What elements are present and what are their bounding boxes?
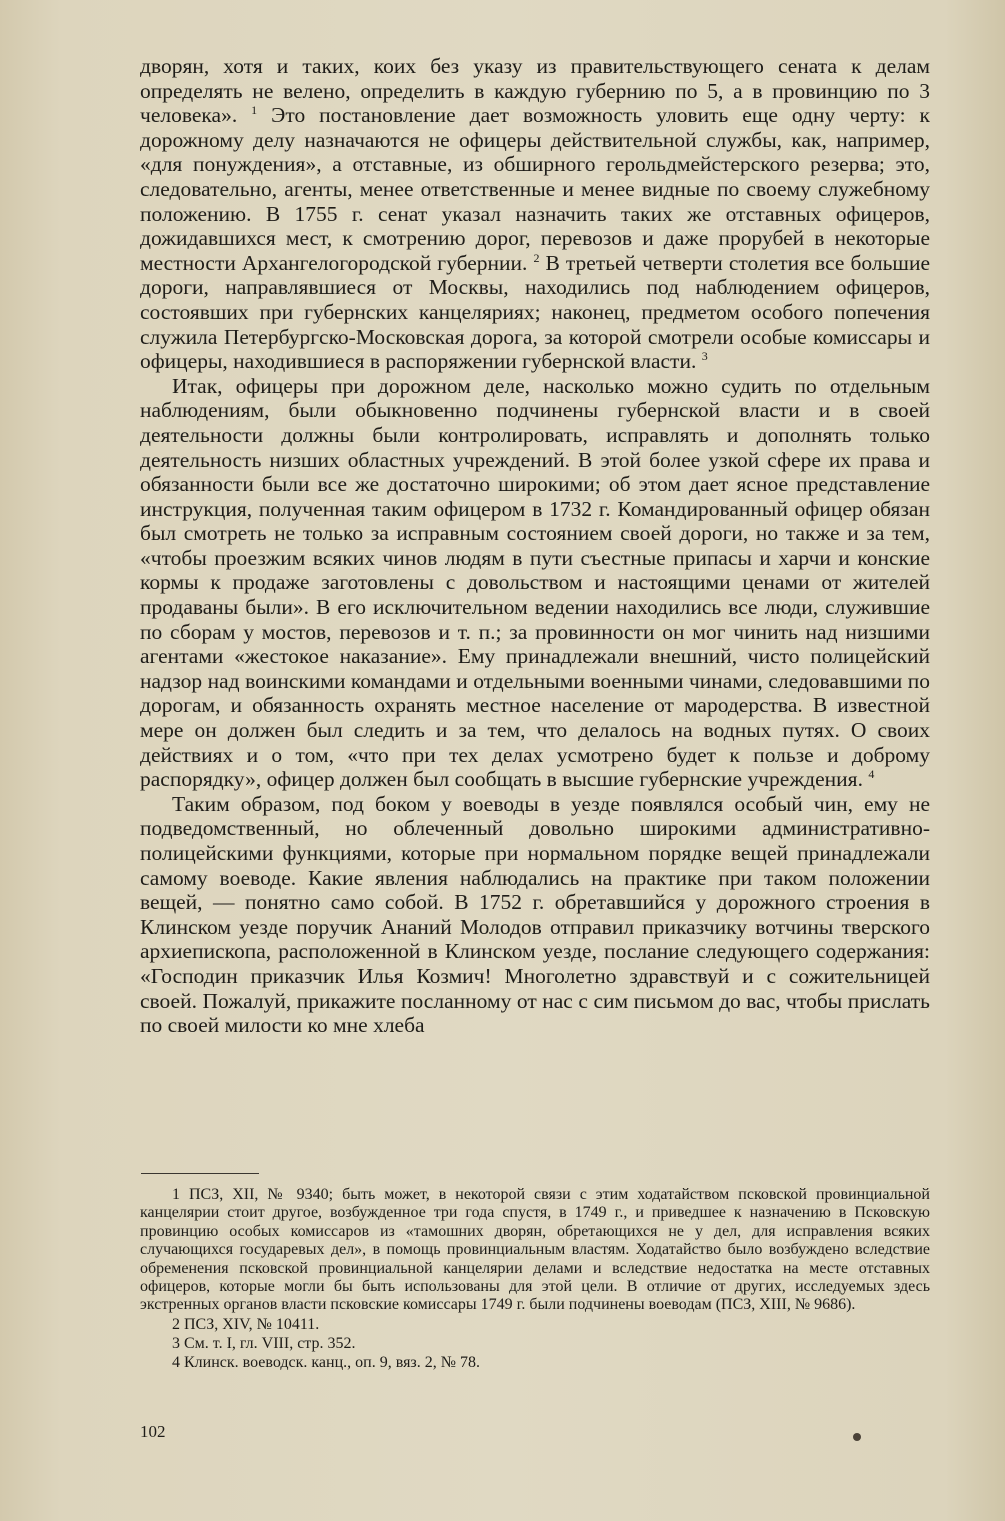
- footnote-1: 1 ПСЗ, XII, № 9340; быть может, в некоторой связи с этим ходатайством псковской провинциальной канцелярии стоит другое, возбужденное три года спустя, в 1749 г., и приведшее к назначению в Псковскую провинцию особых комиссаров из «тамошних дворян, обретающихся не у дел, для исправления всяких случающихся государевых дел», в помощь провинциальным властям. Ходатайство было возбуждено вследствие обременения псковской провинциальной канцелярии делами и вследствие недостатка на месте отставных офицеров, которые могли бы быть использованы для этой цели. В отличие от других, исследуемых здесь экстренных органов власти псковские комиссары 1749 г. были подчинены воеводам (ПСЗ, XIII, № 9686).: [140, 1186, 930, 1314]
- main-text: [140, 54, 930, 1038]
- footnote-ref-4: 4: [868, 767, 875, 782]
- footnote-3: 3 См. т. I, гл. VIII, стр. 352.: [172, 1334, 356, 1352]
- text-run: Это постановление дает возможность уловить еще одну черту: к дорожному делу назначаются не офицеры действительной службы, как, например, «для понуждения», а отставные, из обширного герольдмейстерского резерва; это, следовательно, агенты, менее ответственные и менее видные по своему служебному положению. В 1755 г. сенат указал назначить таких же отставных офицеров, дожидавшихся мест, к смотрению дорог, перевозов и даже прорубей в некоторые местности Архангелогородской губернии.: [140, 103, 930, 275]
- footnote-separator: [141, 1173, 259, 1174]
- text-run: Таким образом, под боком у воеводы в уезде появлялся особый чин, ему не подведомственный, но облеченный довольно широкими административно-полицейскими функциями, которые при нормальном порядке вещей принадлежали самому воеводе. Какие явления наблюдались на практике при таком положении вещей, — понятно само собой. В 1752 г. обретавшийся у дорожного строения в Клинском уезде поручик Ананий Молодов отправил приказчику вотчины тверского архиепископа, расположенной в Клинском уезде, послание следующего содержания: «Господин приказчик Илья Козмич! Многолетно здравствуй и с сожительницей своей. Пожалуй, прикажите посланному от нас с сим письмом до вас, чтобы прислать по своей милости ко мне хлеба: [140, 791, 930, 1038]
- footnote-4: 4 Клинск. воеводск. канц., оп. 9, вяз. 2, № 78.: [172, 1353, 481, 1371]
- footnote-ref-3: 3: [701, 348, 708, 363]
- paper-stain: [853, 1433, 861, 1441]
- footnote-ref-1: 1: [251, 103, 258, 118]
- paragraph-1: [140, 54, 930, 374]
- text-run: Итак, офицеры при дорожном деле, насколько можно судить по отдельным наблюдениям, были обыкновенно подчинены губернской власти и в своей деятельности должны были контролировать, исправлять и дополнять только деятельность низших областных учреждений. В этой более узкой сфере их права и обязанности были все же достаточно широкими; об этом дает ясное представление инструкция, полученная таким офицером в 1732 г. Командированный офицер обязан был смотреть не только за исправным состоянием своей дороги, но также и за тем, «чтобы проезжим всяких чинов людям в пути съестные припасы и харчи и конские кормы к продаже заготовлены с довольством и настоящими ценами от жителей продаваны были». В его исключительном ведении находились все люди, служившие по сборам у мостов, перевозов и т. п.; за провинности он мог чинить над низшими агентами «жестокое наказание». Ему принадлежали внешний, чисто полицейский надзор над воинскими командами и отдельными военными чинами, следовавшими по дорогам, и обязанность охранять местное население от мародерства. В известной мере он должен был следить и за тем, что делалось на водных путях. О своих действиях и о том, «что при тех делах усмотрено будет к пользе и доброму распорядку», офицер должен был сообщать в высшие губернские учреждения.: [140, 373, 930, 792]
- paragraph-3: [140, 792, 930, 1038]
- text-run: В третьей четверти столетия все большие дороги, направлявшиеся от Москвы, находились под наблюдением офицеров, состоявших при губернских канцеляриях; наконец, предметом особого попечения служила Петербургско-Московская дорога, за которой смотрели особые комиссары и офицеры, находившиеся в распоряжении губернской власти.: [140, 250, 930, 374]
- footnote-ref-2: 2: [533, 250, 540, 265]
- paragraph-2: [140, 374, 930, 792]
- footnote-2: 2 ПСЗ, XIV, № 10411.: [172, 1315, 320, 1333]
- page-number: 102: [140, 1422, 166, 1441]
- footnotes: [140, 1186, 930, 1372]
- text-run: дворян, хотя и таких, коих без указу из правительствующего сената к делам определять не велено, определить в каждую губернию по 5, а в провинцию по 3 человека».: [140, 54, 930, 128]
